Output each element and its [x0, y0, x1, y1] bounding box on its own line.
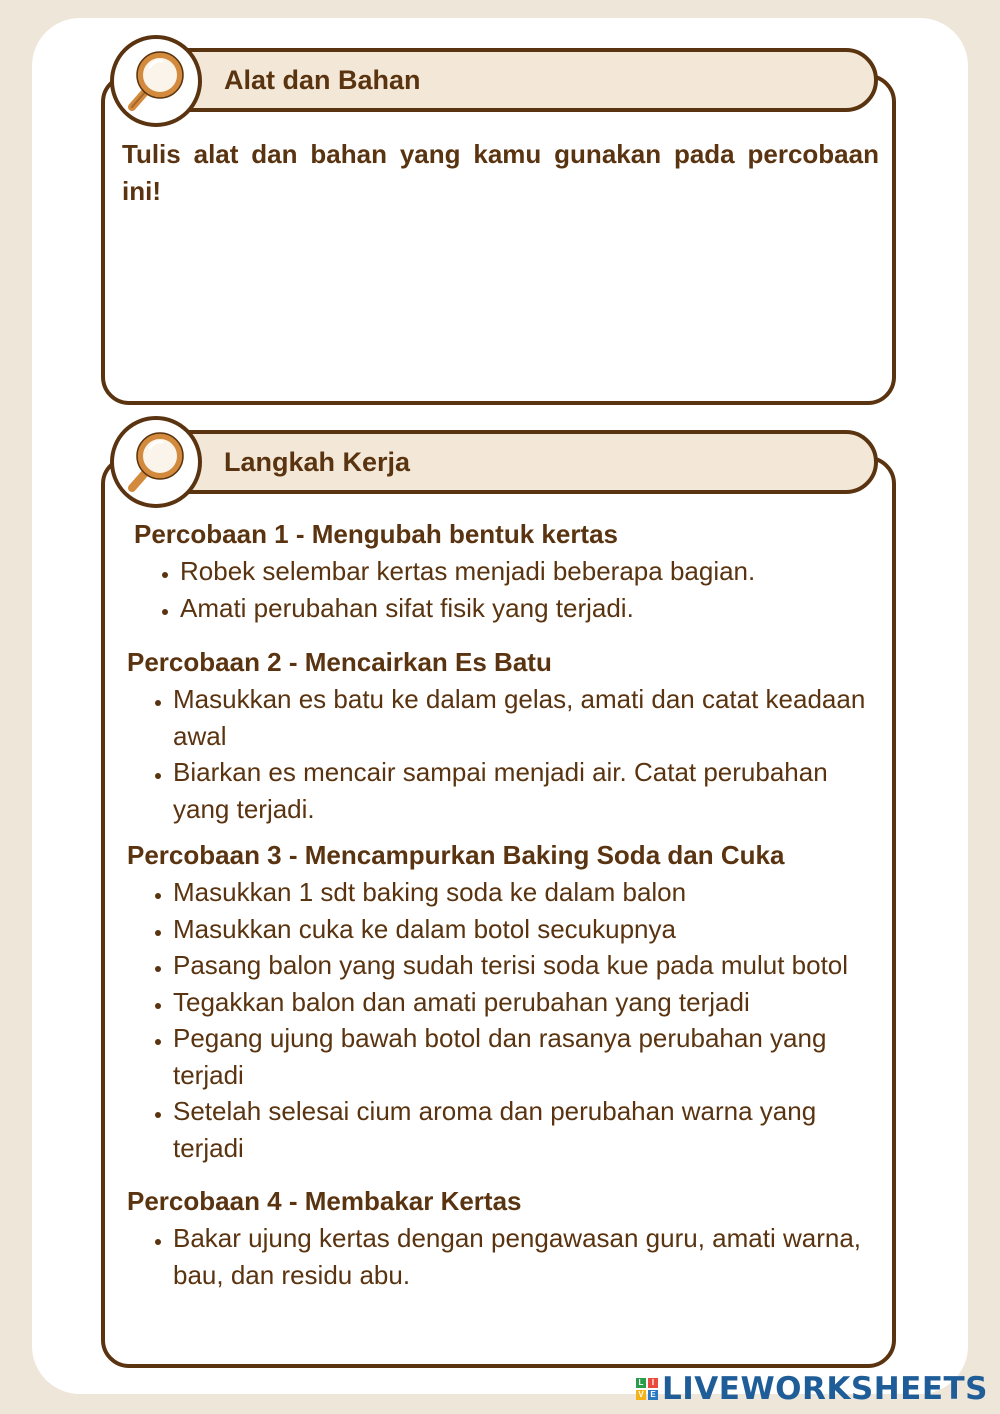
experiment-title: Percobaan 4 - Membakar Kertas	[127, 1186, 522, 1216]
alat-bahan-box	[101, 74, 896, 405]
step-item: • Tegakkan balon dan amati perubahan yang terjadi	[173, 984, 887, 1021]
liveworksheets-logo[interactable]	[636, 1372, 988, 1406]
langkah-kerja-steps	[127, 515, 887, 1293]
step-item: • Bakar ujung kertas dengan pengawasan guru, amati warna, bau, dan residu abu.	[173, 1220, 887, 1293]
langkah-kerja-header	[140, 430, 878, 494]
logo-mark-icon: L I V E	[636, 1378, 658, 1400]
magnifier-icon	[110, 35, 202, 127]
step-item: • Setelah selesai cium aroma dan perubahan warna yang terjadi	[173, 1093, 887, 1166]
step-item: • Masukkan cuka ke dalam botol secukupnya	[173, 911, 887, 948]
step-item: • Masukkan es batu ke dalam gelas, amati dan catat keadaan awal	[173, 681, 887, 754]
step-item: • Robek selembar kertas menjadi beberapa bagian.	[180, 553, 887, 590]
step-item: • Pasang balon yang sudah terisi soda kue pada mulut botol	[173, 947, 887, 984]
step-item: • Biarkan es mencair sampai menjadi air. Catat perubahan yang terjadi.	[173, 754, 887, 827]
step-item: • Amati perubahan sifat fisik yang terjadi.	[180, 590, 887, 627]
experiment-3	[127, 836, 887, 1166]
experiment-1	[134, 515, 887, 626]
experiment-4	[127, 1182, 887, 1293]
step-list	[127, 681, 887, 827]
logo-text: LIVEWORKSHEETS	[662, 1371, 988, 1407]
step-list	[127, 874, 887, 1166]
alat-bahan-header	[140, 48, 878, 112]
langkah-kerja-title: Langkah Kerja	[224, 447, 411, 477]
experiment-title: Percobaan 2 - Mencairkan Es Batu	[127, 647, 552, 677]
step-list	[134, 553, 887, 626]
alat-bahan-instruction: Tulis alat dan bahan yang kamu gunakan pada percobaan ini!	[122, 139, 879, 206]
step-item: • Masukkan 1 sdt baking soda ke dalam balon	[173, 874, 887, 911]
experiment-title: Percobaan 3 - Mencampurkan Baking Soda dan Cuka	[127, 840, 785, 870]
magnifier-icon	[110, 416, 202, 508]
alat-bahan-title: Alat dan Bahan	[224, 65, 421, 95]
step-item: • Pegang ujung bawah botol dan rasanya perubahan yang terjadi	[173, 1020, 887, 1093]
experiment-title: Percobaan 1 - Mengubah bentuk kertas	[134, 519, 619, 549]
experiment-2	[127, 643, 887, 827]
step-list	[127, 1220, 887, 1293]
